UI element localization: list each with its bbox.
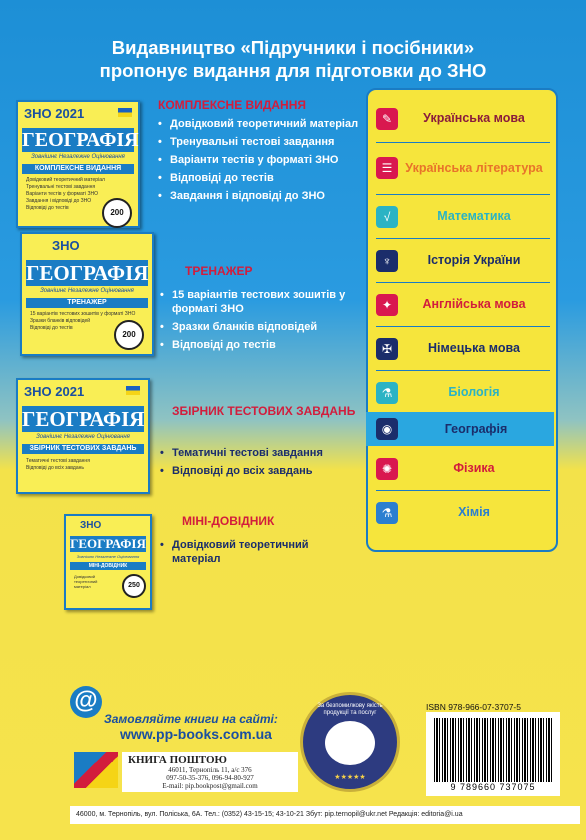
subject-label: Фізика [453,461,495,475]
book-title: ГЕОГРАФІЯ [26,261,149,285]
list-item: • Довідковий теоретичний матеріал [158,117,363,131]
list-item: • Відповіді до тестів [158,171,363,185]
subject-label: Історія України [427,253,521,267]
book-zno-label: ЗНО 2021 [24,106,85,121]
book-lines: Довідковий теоретичний матеріал [74,574,98,589]
flask-icon: ⚗ [376,502,398,524]
book-subtitle: Зовнішнє Незалежне Оцінювання [76,554,140,559]
section-collection [172,404,362,419]
book-band: КОМПЛЕКСНЕ ВИДАННЯ [22,164,134,174]
subject-biology[interactable] [374,376,550,409]
globe-icon: ◉ [376,418,398,440]
section-title: ТРЕНАЖЕР [185,264,253,278]
subject-ukrainian-language[interactable] [374,102,550,135]
subject-geography-selected[interactable] [366,412,554,446]
publisher-header [0,36,586,82]
subject-label: Математика [437,209,511,223]
quality-seal: За безпомилкову якість продукції та послуг ★★★★★ [300,692,400,792]
books-stack-icon [74,752,118,788]
book-cover-mini [64,514,152,610]
book-seal: 200 [114,320,144,350]
mail-order-title: КНИГА ПОШТОЮ [128,754,227,766]
list-item: • Варіанти тестів у форматі ЗНО [158,153,363,167]
section-mini [182,514,362,528]
subject-label: Хімія [458,505,490,519]
mail-order-box [122,752,298,792]
list-item: • Відповіді до всіх завдань [160,464,360,478]
section-complex [158,98,363,207]
subject-math[interactable] [374,200,550,233]
subject-label: Біологія [448,385,500,399]
book-zno-label: ЗНО [80,520,102,531]
subjects-panel [366,88,558,552]
english-icon: ✦ [376,294,398,316]
divider [376,490,550,491]
subject-physics[interactable] [374,452,550,485]
isbn-text: ISBN 978-966-07-3707-5 [426,702,521,712]
list-item: • Тематичні тестові завдання [160,446,360,460]
section-list [160,288,360,356]
subject-label: Географія [444,421,508,436]
book-lines: Довідковий теоретичний матеріал Тренувальні тестові завдання Варіанти тестів у форматі ЗНО Завдання і відповіді до ЗНО Відповіді до тестів [26,177,105,211]
section-list [160,538,360,570]
subject-history[interactable] [374,244,550,277]
subject-label: Українська література [405,160,543,175]
divider [376,142,550,143]
barcode-digits: 9 789660 737075 [450,782,536,792]
ukraine-flag-icon [126,386,140,395]
pen-icon: ✎ [376,108,398,130]
divider [376,238,550,239]
divider [376,194,550,195]
book-lines: Тематичні тестові завдання Відповіді до всіх завдань [26,458,90,471]
divider [376,282,550,283]
subject-label: Українська мова [423,111,525,125]
section-list [158,117,363,203]
barcode [426,712,560,796]
header-line-2: пропонує видання для підготовки до ЗНО [99,60,487,81]
book-cover-collection [16,378,150,494]
subject-german[interactable] [374,332,550,365]
book-title: ГЕОГРАФІЯ [22,129,139,151]
book-subtitle: Зовнішнє Незалежне Оцінювання [40,288,134,294]
book-lines: 15 варіантів тестових зошитів у форматі ЗНО Зразки бланків відповідей Відповіді до тестів [30,311,136,331]
website-link[interactable]: www.pp-books.com.ua [120,726,272,742]
subject-ukrainian-literature[interactable] [374,148,550,188]
book-title: ГЕОГРАФІЯ [22,407,145,431]
subject-english[interactable] [374,288,550,321]
section-title: МІНІ-ДОВІДНИК [182,514,275,528]
list-item: • Довідковий теоретичний матеріал [160,538,360,566]
book-cover-trainer [20,232,154,356]
list-item: • Завдання і відповіді до ЗНО [158,189,363,203]
trident-icon: ♆ [376,250,398,272]
at-icon: @ [70,686,102,718]
book-subtitle: Зовнішнє Незалежне Оцінювання [31,154,125,160]
book-title: ГЕОГРАФІЯ [70,536,146,551]
subject-label: Німецька мова [428,341,520,355]
german-icon: ✠ [376,338,398,360]
book-seal: 250 [122,574,146,598]
header-line-1: Видавництво «Підручники і посібники» [111,37,475,58]
book-band: ТРЕНАЖЕР [26,298,148,308]
book-zno-label: ЗНО [52,238,80,253]
book-band: ЗБІРНИК ТЕСТОВИХ ЗАВДАНЬ [22,444,144,454]
book-band: МІНІ-ДОВІДНИК [70,562,146,570]
list-item: • 15 варіантів тестових зошитів у форматі ЗНО [160,288,360,316]
list-item: • Зразки бланків відповідей [160,320,360,334]
sqrt-icon: √ [376,206,398,228]
book-icon: ☰ [376,157,398,179]
book-subtitle: Зовнішнє Незалежне Оцінювання [36,434,130,440]
list-item: • Тренувальні тестові завдання [158,135,363,149]
subject-label: Англійська мова [422,297,526,311]
section-title: КОМПЛЕКСНЕ ВИДАННЯ [158,98,307,112]
atom-icon: ✺ [376,458,398,480]
section-title: ЗБІРНИК ТЕСТОВИХ ЗАВДАНЬ [172,404,356,418]
order-prompt: Замовляйте книги на сайті: [104,712,278,726]
ukraine-flag-icon [118,108,132,117]
divider [376,326,550,327]
list-item: • Відповіді до тестів [160,338,360,352]
section-trainer [185,264,365,278]
divider [376,370,550,371]
footer-contacts: 46000, м. Тернопіль, вул. Поліська, 6А. Тел.: (0352) 43-15-15; 43-10-21 Збут: pip.ternopil@ukr.net Редакція: editoria@i.ua [70,806,580,824]
microscope-icon: ⚗ [376,382,398,404]
subject-chemistry[interactable] [374,496,550,529]
book-cover-complex [16,100,140,228]
mail-order-details: 46011, Тернопіль 11, а/с 376 097-50-35-376, 096-94-80-927 E-mail: pip.bookpost@gmail.com [162,766,258,790]
book-zno-label: ЗНО 2021 [24,384,85,399]
section-list [160,446,360,482]
book-seal: 200 [102,198,132,228]
